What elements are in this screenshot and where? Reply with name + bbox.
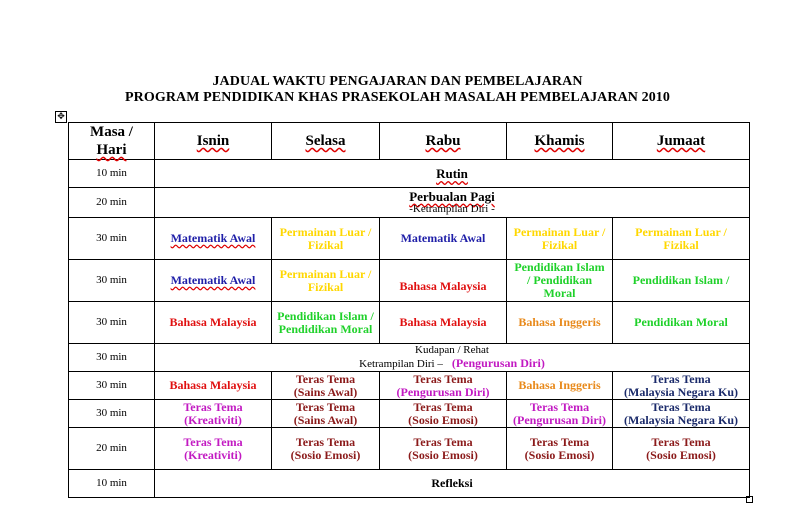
subject-cell: Bahasa Inggeris xyxy=(507,372,613,400)
subject-cell: Bahasa Inggeris xyxy=(507,302,613,344)
subject-cell: Pendidikan Islam / Pendidikan Moral xyxy=(272,302,380,344)
table-row xyxy=(69,160,750,188)
subject-cell: Pendidikan Islam / xyxy=(613,260,750,302)
time-cell: 10 min xyxy=(69,160,155,188)
subject-cell: Teras Tema (Sosio Emosi) xyxy=(507,428,613,470)
subject-cell: Bahasa Malaysia xyxy=(155,302,272,344)
subject-cell: Teras Tema (Malaysia Negara Ku) xyxy=(613,372,750,400)
timetable xyxy=(68,122,750,498)
subject-cell: Teras Tema (Sosio Emosi) xyxy=(380,400,507,428)
time-cell: 10 min xyxy=(69,470,155,498)
table-row xyxy=(69,188,750,218)
document-title: JADUAL WAKTU PENGAJARAN DAN PEMBELAJARAN xyxy=(212,74,583,89)
table-row xyxy=(69,400,750,428)
subject-cell: Permainan Luar / Fizikal xyxy=(507,218,613,260)
header-selasa: Selasa xyxy=(272,123,380,160)
header-rabu: Rabu xyxy=(380,123,507,160)
subject-cell: Teras Tema (Sains Awal) xyxy=(272,372,380,400)
table-row xyxy=(69,302,750,344)
table-row xyxy=(69,372,750,400)
table-row xyxy=(69,428,750,470)
time-cell: 30 min xyxy=(69,302,155,344)
subject-cell: Pendidikan Islam / Pendidikan Moral xyxy=(507,260,613,302)
table-row xyxy=(69,260,750,302)
document-subtitle: PROGRAM PENDIDIKAN KHAS PRASEKOLAH MASALAH PEMBELAJARAN 2010 xyxy=(124,90,671,105)
time-cell: 30 min xyxy=(69,400,155,428)
header-khamis: Khamis xyxy=(507,123,613,160)
rehat-cell: Kudapan / Rehat Ketrampilan Diri – (Pengurusan Diri) xyxy=(155,344,750,372)
subject-cell: Teras Tema (Sosio Emosi) xyxy=(380,428,507,470)
refleksi-cell: Refleksi xyxy=(155,470,750,498)
subject-cell: Matematik Awal xyxy=(155,260,272,302)
move-handle-icon[interactable]: ✥ xyxy=(55,111,67,123)
subject-cell: Teras Tema (Sosio Emosi) xyxy=(613,428,750,470)
subject-cell: Permainan Luar / Fizikal xyxy=(613,218,750,260)
subject-cell: Teras Tema (Malaysia Negara Ku) xyxy=(613,400,750,428)
resize-handle-icon[interactable] xyxy=(746,496,753,503)
subject-cell: Teras Tema (Pengurusan Diri) xyxy=(507,400,613,428)
table-row xyxy=(69,218,750,260)
header-jumaat: Jumaat xyxy=(613,123,750,160)
time-cell: 30 min xyxy=(69,372,155,400)
subject-cell: Teras Tema (Sains Awal) xyxy=(272,400,380,428)
subject-cell: Teras Tema (Kreativiti) xyxy=(155,428,272,470)
time-cell: 20 min xyxy=(69,188,155,218)
subject-cell: Permainan Luar / Fizikal xyxy=(272,260,380,302)
subject-cell: Pendidikan Moral xyxy=(613,302,750,344)
time-cell: 30 min xyxy=(69,344,155,372)
subject-cell: Bahasa Malaysia xyxy=(155,372,272,400)
subject-cell: Bahasa Malaysia xyxy=(380,260,507,302)
subject-cell: Permainan Luar / Fizikal xyxy=(272,218,380,260)
table-row xyxy=(69,344,750,372)
time-cell: 30 min xyxy=(69,260,155,302)
subject-cell: Teras Tema (Sosio Emosi) xyxy=(272,428,380,470)
header-row xyxy=(69,123,750,160)
perbualan-pagi-cell: Perbualan Pagi -Ketrampilan Diri - xyxy=(155,188,750,218)
table-row xyxy=(69,470,750,498)
subject-cell: Matematik Awal xyxy=(155,218,272,260)
subject-cell: Bahasa Malaysia xyxy=(380,302,507,344)
subject-cell: Teras Tema (Kreativiti) xyxy=(155,400,272,428)
subject-cell: Matematik Awal xyxy=(380,218,507,260)
time-cell: 20 min xyxy=(69,428,155,470)
rutin-cell: Rutin xyxy=(155,160,750,188)
header-masa-hari: Masa / Hari xyxy=(69,123,155,160)
header-isnin: Isnin xyxy=(155,123,272,160)
time-cell: 30 min xyxy=(69,218,155,260)
subject-cell: Teras Tema (Pengurusan Diri) xyxy=(380,372,507,400)
